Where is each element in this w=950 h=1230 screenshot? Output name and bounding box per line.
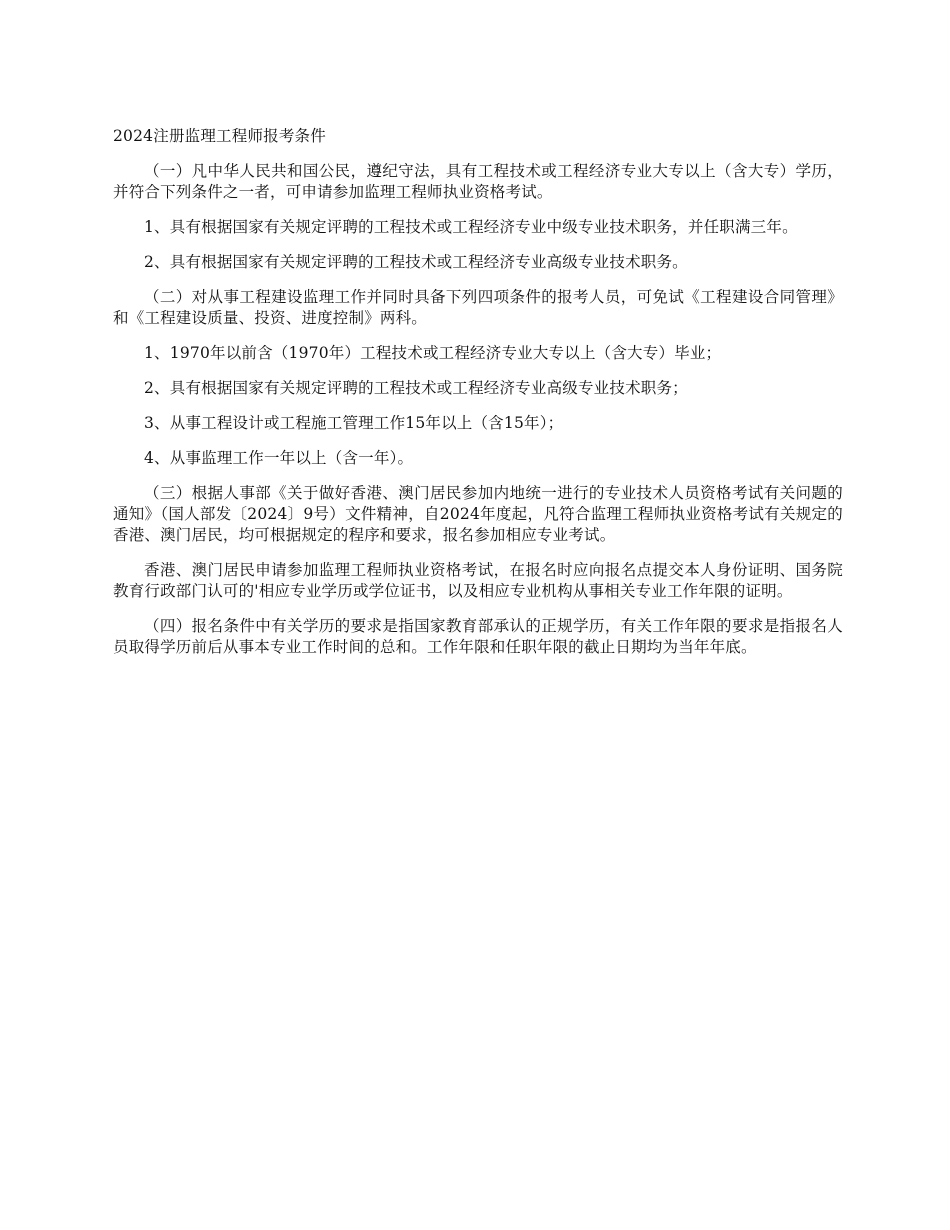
paragraph-4: （二）对从事工程建设监理工作并同时具备下列四项条件的报考人员，可免试《工程建设合同管理》和《工程建设质量、投资、进度控制》两科。 xyxy=(113,288,843,327)
paragraph-7: 3、从事工程设计或工程施工管理工作15年以上（含15年）； xyxy=(144,414,564,432)
paragraph-2: 1、具有根据国家有关规定评聘的工程技术或工程经济专业中级专业技术职务，并任职满三年。 xyxy=(144,218,798,236)
paragraph-6: 2、具有根据国家有关规定评聘的工程技术或工程经济专业高级专业技术职务； xyxy=(144,379,688,397)
document-title: 2024注册监理工程师报考条件 xyxy=(113,127,326,145)
paragraph-3: 2、具有根据国家有关规定评聘的工程技术或工程经济专业高级专业技术职务。 xyxy=(144,253,688,271)
paragraph-9: （三）根据人事部《关于做好香港、澳门居民参加内地统一进行的专业技术人员资格考试有关问题的通知》（国人部发〔2024〕9号）文件精神，自2024年度起，凡符合监理工程师执业资格考试有关规定的香港、澳门居民，均可根据规定的程序和要求，报名参加相应专业考试。 xyxy=(113,484,843,544)
paragraph-1: （一）凡中华人民共和国公民，遵纪守法，具有工程技术或工程经济专业大专以上（含大专）学历，并符合下列条件之一者，可申请参加监理工程师执业资格考试。 xyxy=(113,162,843,201)
paragraph-11: （四）报名条件中有关学历的要求是指国家教育部承认的正规学历，有关工作年限的要求是指报名人员取得学历前后从事本专业工作时间的总和。工作年限和任职年限的截止日期均为当年年底。 xyxy=(113,617,843,656)
paragraph-5: 1、1970年以前含（1970年）工程技术或工程经济专业大专以上（含大专）毕业； xyxy=(144,344,722,362)
paragraph-10: 香港、澳门居民申请参加监理工程师执业资格考试，在报名时应向报名点提交本人身份证明、国务院教育行政部门认可的'相应专业学历或学位证书，以及相应专业机构从事相关专业工作年限的证明。 xyxy=(113,561,843,600)
paragraph-8: 4、从事监理工作一年以上（含一年）。 xyxy=(144,449,414,467)
document-body xyxy=(113,126,843,672)
